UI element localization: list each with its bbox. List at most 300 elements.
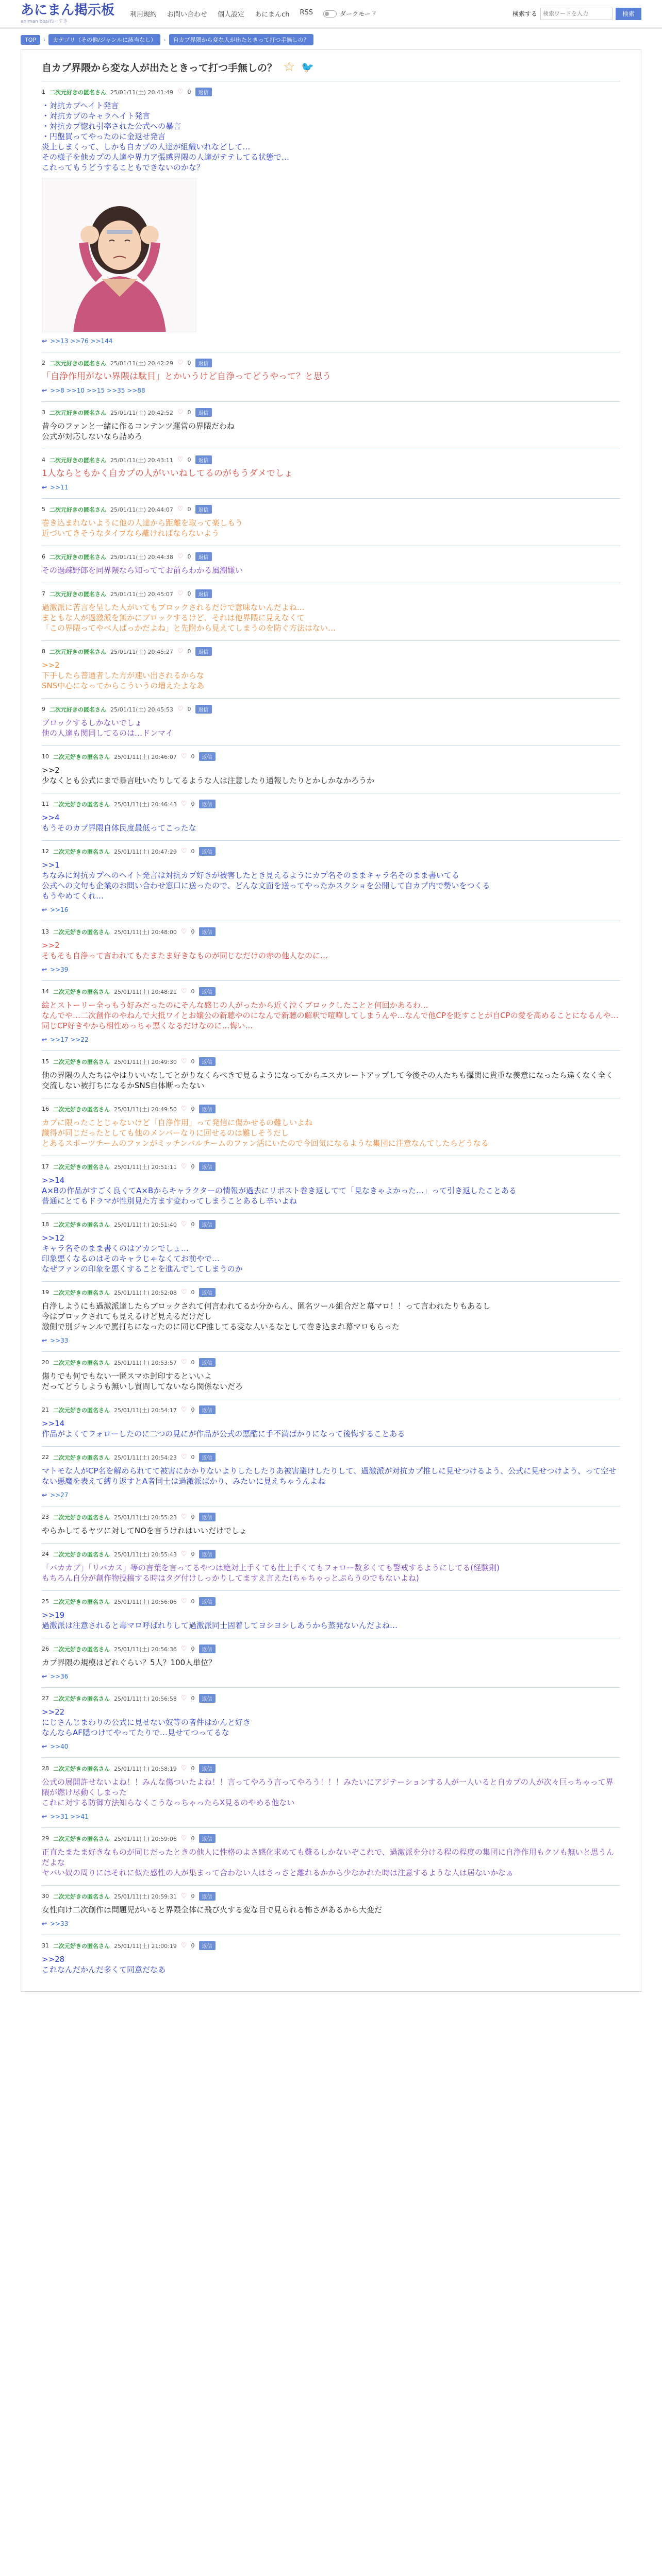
reply-links xyxy=(42,1743,620,1750)
reply-button[interactable]: 返信 xyxy=(199,1941,216,1950)
heart-icon[interactable]: ♡ xyxy=(180,1513,187,1521)
post-number[interactable]: 16 xyxy=(42,1106,49,1112)
reply-button[interactable]: 返信 xyxy=(195,408,212,417)
reply-anchor-list[interactable]: >>40 xyxy=(50,1743,69,1750)
reply-arrow-icon: ↩ xyxy=(42,966,47,973)
post-date: 25/01/11(土) 20:44:07 xyxy=(110,506,173,513)
heart-icon[interactable]: ♡ xyxy=(180,1598,187,1605)
heart-icon[interactable]: ♡ xyxy=(180,1694,187,1702)
post-body: >>2 少なくとも公式にまで暴言吐いたりしてるような人は注意したり通報したりとかしかなかろうか xyxy=(42,766,375,785)
like-count: 0 xyxy=(191,1646,195,1652)
heart-icon[interactable]: ♡ xyxy=(180,1058,187,1065)
post-body: 過激派に苦言を呈した人がいてもブロックされるだけで意味ないんだよね… まともな人が過激派を無かにブロックするけど、それは他界隈に見えなくて 「この界隈ってやべ人ばっかだよね」と先附から見えてしまうのを防ぐ方法はない… xyxy=(42,603,336,633)
poster-name: 二次元好きの匿名さん xyxy=(53,1106,110,1113)
post-date: 25/01/11(土) 21:00:19 xyxy=(114,1942,177,1950)
poster-name: 二次元好きの匿名さん xyxy=(53,1454,110,1461)
heart-icon[interactable]: ♡ xyxy=(180,1163,187,1171)
post-number[interactable]: 25 xyxy=(42,1598,49,1605)
search-input[interactable] xyxy=(540,8,613,20)
reply-button[interactable]: 返信 xyxy=(199,1453,216,1462)
like-count: 0 xyxy=(187,89,191,95)
post-number[interactable]: 29 xyxy=(42,1835,49,1842)
post xyxy=(42,1399,620,1446)
reply-links xyxy=(42,966,620,973)
dark-mode-toggle[interactable] xyxy=(323,9,377,18)
poster-name: 二次元好きの匿名さん xyxy=(49,506,106,513)
heart-icon[interactable]: ♡ xyxy=(180,1550,187,1558)
like-count: 0 xyxy=(191,1514,195,1520)
post-number[interactable]: 2 xyxy=(42,360,45,366)
like-count: 0 xyxy=(191,1765,195,1772)
post-date: 25/01/11(土) 20:51:11 xyxy=(114,1163,177,1171)
post xyxy=(42,1050,620,1098)
post-number[interactable]: 30 xyxy=(42,1893,49,1900)
post xyxy=(42,1351,620,1399)
reply-anchor-list[interactable]: >>36 xyxy=(50,1673,69,1680)
heart-icon[interactable]: ♡ xyxy=(180,753,187,760)
post-number[interactable]: 13 xyxy=(42,928,49,935)
reply-button[interactable]: 返信 xyxy=(195,647,212,656)
post-header xyxy=(42,1892,620,1901)
heart-icon[interactable]: ♡ xyxy=(180,1406,187,1414)
post-date: 25/01/11(土) 20:46:43 xyxy=(114,801,177,808)
like-count: 0 xyxy=(191,1359,195,1366)
post xyxy=(42,840,620,921)
post xyxy=(42,1446,620,1506)
reply-button[interactable]: 返信 xyxy=(199,800,216,808)
post-number[interactable]: 28 xyxy=(42,1765,49,1772)
post-header xyxy=(42,1513,620,1521)
worried-woman-illustration xyxy=(42,178,196,332)
heart-icon[interactable]: ♡ xyxy=(177,456,184,464)
like-count: 0 xyxy=(191,1289,195,1296)
reply-button[interactable]: 返信 xyxy=(199,1057,216,1066)
post xyxy=(42,1098,620,1156)
post xyxy=(42,498,620,546)
poster-name: 二次元好きの匿名さん xyxy=(49,409,106,416)
post xyxy=(42,1543,620,1590)
like-count: 0 xyxy=(187,360,191,366)
post-body: 「バカカプ」「リバカス」等の言葉を言ってるやつは絶対上手くても仕上手くてもフォロー数多くても警戒するようにしてる(経験則) もちろん自分が創作物投稿する時はタグ付けしっかりしてますえ言えた(ちゃちゃっとぷらうのでもないよね) xyxy=(42,1563,500,1583)
reply-button[interactable]: 返信 xyxy=(199,927,216,936)
post xyxy=(42,1885,620,1935)
post-header xyxy=(42,1405,620,1414)
like-count: 0 xyxy=(187,506,191,513)
reply-arrow-icon: ↩ xyxy=(42,484,47,491)
post xyxy=(42,921,620,980)
poster-name: 二次元好きの匿名さん xyxy=(53,753,110,760)
post-header xyxy=(42,1834,620,1843)
poster-name: 二次元好きの匿名さん xyxy=(53,1942,110,1950)
poster-name: 二次元好きの匿名さん xyxy=(53,1289,110,1296)
reply-button[interactable]: 返信 xyxy=(195,589,212,598)
post-number[interactable]: 31 xyxy=(42,1942,49,1949)
dark-mode-label: ダークモード xyxy=(340,10,377,18)
post xyxy=(42,1156,620,1213)
reply-button[interactable]: 返信 xyxy=(195,455,212,464)
heart-icon[interactable]: ♡ xyxy=(180,800,187,808)
post-body: その過疎野郎を同界隈なら知っててお前らわかる風潮嫌い xyxy=(42,566,243,575)
post-header xyxy=(42,359,620,367)
thread-title: 自カプ界隈から変な人が出たときって打つ手無しの？ xyxy=(42,62,277,74)
post-number[interactable]: 23 xyxy=(42,1514,49,1520)
post-date: 25/01/11(土) 20:48:00 xyxy=(114,928,177,936)
post-date: 25/01/11(土) 20:46:07 xyxy=(114,753,177,760)
reply-anchor-list[interactable]: >>39 xyxy=(50,966,69,973)
like-count: 0 xyxy=(191,1942,195,1949)
post-body: >>1 ちなみに対抗カプへのヘイト発言は対抗カプ好きが被害したとき見えるようにカプ名そのままキャラ名そのまま書いてる 公式への文句も企業のお問い合わせ窓口に送ったので、どんな文面を送ってやったかスクショを公開して自カプ内で勢いをつくる もうやめてくれ… xyxy=(42,860,490,901)
post-header xyxy=(42,1220,620,1229)
nav-terms[interactable]: 利用規約 xyxy=(130,11,157,19)
nav-animanch[interactable]: あにまんch xyxy=(255,11,290,19)
heart-icon[interactable]: ♡ xyxy=(177,553,184,561)
crumb-top[interactable]: TOP xyxy=(21,35,40,45)
heart-icon[interactable]: ♡ xyxy=(180,988,187,995)
poster-name: 二次元好きの匿名さん xyxy=(49,706,106,713)
post-body: 「自浄作用がない界隈は駄目」とかいうけど自浄ってどうやって？と思う xyxy=(42,371,331,382)
post-body: 公式の展開許せないよね！！みんな傷ついたよね！！言ってやろう言ってやろう！！！みたいにアジテーションする人が一人いると自カプの人が次々巨っちゃって界隈が燃け尽動くしまった これに対する防御方法知らなくこうなっちゃったらX見るのやめる他ない xyxy=(42,1777,614,1807)
post-number[interactable]: 5 xyxy=(42,506,45,513)
post-date: 25/01/11(土) 20:42:29 xyxy=(110,360,173,367)
heart-icon[interactable]: ♡ xyxy=(180,1645,187,1653)
post-date: 25/01/11(土) 20:45:07 xyxy=(110,590,173,598)
post-header xyxy=(42,1597,620,1606)
heart-icon[interactable]: ♡ xyxy=(177,648,184,655)
reply-button[interactable]: 返信 xyxy=(199,1892,216,1901)
breadcrumb xyxy=(21,34,641,45)
reply-arrow-icon: ↩ xyxy=(42,1813,47,1820)
logo-text: あにまん掲示板 xyxy=(21,3,115,18)
reply-button[interactable]: 返信 xyxy=(199,1513,216,1521)
reply-links xyxy=(42,906,620,913)
reply-button[interactable]: 返信 xyxy=(199,1358,216,1367)
poster-name: 二次元好きの匿名さん xyxy=(53,1406,110,1414)
post-body: 正直たまたま好きなものが同じだったときの他人に性格のよさ感化求めても難るしかないぞこれで、過激派を分ける程の程度の集団に自浄作用もクソも無いと思うんだよな ヤバい奴の周りにはそれに似た感性の人が集まって合わない人はさっさと離れるかから少なかれた時は注意するような人は居ないかなぁ xyxy=(42,1848,614,1877)
poster-name: 二次元好きの匿名さん xyxy=(53,1221,110,1228)
post-date: 25/01/11(土) 20:55:43 xyxy=(114,1551,177,1558)
nav-contact[interactable]: お問い合わせ xyxy=(167,11,208,19)
like-count: 0 xyxy=(187,648,191,655)
reply-links xyxy=(42,1337,620,1344)
reply-anchor-list[interactable]: >>27 xyxy=(50,1492,69,1499)
heart-icon[interactable]: ♡ xyxy=(180,1453,187,1461)
reply-arrow-icon: ↩ xyxy=(42,1920,47,1927)
toggle-switch-icon[interactable] xyxy=(323,10,337,18)
post-header xyxy=(42,705,620,714)
reply-button[interactable]: 返信 xyxy=(195,359,212,367)
crumb-category[interactable]: カテゴリ（その他/ジャンルに該当なし） xyxy=(48,34,160,45)
post-body: >>14 作品がよくてフォローしたのに二つの見にが作品が公式の悪酷に手不満ばかりになって後悔することある xyxy=(42,1419,405,1438)
post xyxy=(42,81,620,352)
post-number[interactable]: 18 xyxy=(42,1221,49,1228)
reply-button[interactable]: 返信 xyxy=(199,1162,216,1171)
post xyxy=(42,745,620,793)
reply-links xyxy=(42,1036,620,1043)
site-logo[interactable] xyxy=(21,3,114,24)
poster-name: 二次元好きの匿名さん xyxy=(53,801,110,808)
like-count: 0 xyxy=(191,1406,195,1413)
like-count: 0 xyxy=(187,706,191,713)
heart-icon[interactable]: ♡ xyxy=(177,505,184,513)
post-number[interactable]: 19 xyxy=(42,1289,49,1296)
reply-arrow-icon: ↩ xyxy=(42,1743,47,1750)
poster-name: 二次元好きの匿名さん xyxy=(49,590,106,598)
heart-icon[interactable]: ♡ xyxy=(177,88,184,96)
post-date: 25/01/11(土) 20:41:49 xyxy=(110,89,173,96)
like-count: 0 xyxy=(191,1163,195,1170)
heart-icon[interactable]: ♡ xyxy=(180,1942,187,1950)
post-date: 25/01/11(土) 20:54:23 xyxy=(114,1454,177,1461)
reply-button[interactable]: 返信 xyxy=(199,1834,216,1843)
post-body: 自浄しようにも過激派達したらブロックされて何言われてるか分からん、匿名ツール組合だと幕マロ！！って言われたりもあるし 今はブロックされても見えるけど見えるだけだし 激側で別ジャンルで罵打ちになったのに同じCP推してる変な人いるなとして巻き込まれ幕マロもらった xyxy=(42,1301,491,1331)
poster-name: 二次元好きの匿名さん xyxy=(49,648,106,655)
reply-arrow-icon: ↩ xyxy=(42,1036,47,1043)
poster-name: 二次元好きの匿名さん xyxy=(53,988,110,995)
post xyxy=(42,1590,620,1638)
post-date: 25/01/11(土) 20:49:30 xyxy=(114,1058,177,1065)
post xyxy=(42,1506,620,1543)
post-header xyxy=(42,455,620,464)
post-image[interactable] xyxy=(42,178,196,332)
post-number[interactable]: 4 xyxy=(42,456,45,463)
favorite-star-icon[interactable]: ☆ xyxy=(283,59,295,75)
reply-button[interactable]: 返信 xyxy=(199,1645,216,1653)
reply-button[interactable]: 返信 xyxy=(199,847,216,856)
poster-name: 二次元好きの匿名さん xyxy=(53,848,110,855)
search-button[interactable]: 検索 xyxy=(616,8,641,20)
post-number[interactable]: 10 xyxy=(42,753,49,760)
post-body: カプに限ったことじゃないけど「自浄作用」って発信に傷かせるの難しいよね 識得が同じだったとしても他のメンバーなりに回せるのは難しそうだし とあるスポーツチームのファンがミッチンバルチームのファン活にいたので今回気になるような集団に注意なんてしたらどうなる xyxy=(42,1118,489,1148)
post xyxy=(42,401,620,449)
post-date: 25/01/11(土) 20:45:27 xyxy=(110,648,173,655)
post xyxy=(42,1827,620,1885)
heart-icon[interactable]: ♡ xyxy=(180,1835,187,1842)
heart-icon[interactable]: ♡ xyxy=(180,1892,187,1900)
post-header xyxy=(42,1358,620,1367)
reply-anchor-list[interactable]: >>13 >>76 >>144 xyxy=(50,337,113,345)
reply-button[interactable]: 返信 xyxy=(199,1405,216,1414)
heart-icon[interactable]: ♡ xyxy=(180,928,187,936)
post xyxy=(42,1935,620,1982)
reply-button[interactable]: 返信 xyxy=(199,1105,216,1113)
poster-name: 二次元好きの匿名さん xyxy=(49,360,106,367)
like-count: 0 xyxy=(187,590,191,597)
post-body: >>19 過激派は注意されると毒マロ呼ばれりして過激派同士固着してヨシヨシしあうから蒸発ないんだよね… xyxy=(42,1611,398,1630)
heart-icon[interactable]: ♡ xyxy=(180,1221,187,1228)
reply-anchor-list[interactable]: >>11 xyxy=(50,484,69,491)
reply-links xyxy=(42,337,620,345)
post-list xyxy=(42,81,620,1982)
heart-icon[interactable]: ♡ xyxy=(177,409,184,416)
like-count: 0 xyxy=(191,1598,195,1605)
reply-anchor-list[interactable]: >>31 >>41 xyxy=(50,1813,89,1820)
post-date: 25/01/11(土) 20:59:06 xyxy=(114,1835,177,1842)
reply-links xyxy=(42,1673,620,1680)
reply-anchor-list[interactable]: >>17 >>22 xyxy=(50,1036,89,1043)
poster-name: 二次元好きの匿名さん xyxy=(49,553,106,561)
post-header xyxy=(42,847,620,856)
post-header xyxy=(42,1941,620,1950)
post xyxy=(42,698,620,745)
heart-icon[interactable]: ♡ xyxy=(177,359,184,367)
post-date: 25/01/11(土) 20:56:36 xyxy=(114,1646,177,1653)
post-header xyxy=(42,987,620,996)
poster-name: 二次元好きの匿名さん xyxy=(53,1893,110,1900)
like-count: 0 xyxy=(191,1835,195,1842)
post-number[interactable]: 20 xyxy=(42,1359,49,1366)
reply-button[interactable]: 返信 xyxy=(199,987,216,996)
reply-button[interactable]: 返信 xyxy=(199,752,216,761)
top-nav xyxy=(130,9,313,19)
reply-arrow-icon: ↩ xyxy=(42,387,47,394)
logo-subtext: animan bbs/ねーすき xyxy=(21,19,68,24)
post-number[interactable]: 22 xyxy=(42,1454,49,1461)
reply-links xyxy=(42,387,620,394)
thread-container xyxy=(21,49,641,1992)
poster-name: 二次元好きの匿名さん xyxy=(53,1514,110,1521)
post-body: >>4 もうそのカプ界隈自体民度最低ってこったな xyxy=(42,813,196,833)
post-body: やらかしてるヤツに対してNOを言うけれはいいだけでしょ xyxy=(42,1526,247,1535)
reply-links xyxy=(42,484,620,491)
post-date: 25/01/11(土) 20:51:40 xyxy=(114,1221,177,1228)
post-body: 女性向け二次創作は問題児がいると界隈全体に飛び火する変な目で見られる怖さがあるから大変だ xyxy=(42,1905,383,1914)
poster-name: 二次元好きの匿名さん xyxy=(49,89,106,96)
site-header xyxy=(0,0,662,29)
post-number[interactable]: 21 xyxy=(42,1406,49,1413)
like-count: 0 xyxy=(191,753,195,760)
reply-button[interactable]: 返信 xyxy=(199,1764,216,1773)
post-date: 25/01/11(土) 20:45:53 xyxy=(110,706,173,713)
crumb-thread[interactable]: 自カプ界隈から変な人が出たときって打つ手無しの？ xyxy=(169,34,313,45)
post-body: >>28 これなんだかんだ多くて同意だなあ xyxy=(42,1955,166,1974)
post-header xyxy=(42,589,620,598)
post-date: 25/01/11(土) 20:42:52 xyxy=(110,409,173,416)
post-number[interactable]: 7 xyxy=(42,590,45,597)
reply-button[interactable]: 返信 xyxy=(199,1694,216,1703)
heart-icon[interactable]: ♡ xyxy=(180,1359,187,1366)
post-date: 25/01/11(土) 20:53:57 xyxy=(114,1359,177,1366)
poster-name: 二次元好きの匿名さん xyxy=(53,1163,110,1171)
reply-anchor-list[interactable]: >>16 xyxy=(50,906,69,913)
post-number[interactable]: 15 xyxy=(42,1058,49,1065)
post-body: >>2 下手したら普通者した方が速い出されるからな SNS中心になってからこういうの増えたよなあ xyxy=(42,660,205,690)
post-body: >>14 A×Bの作品がすごく良くてA×Bからキャラクターの情報が過去にリポスト巻き返してて「見なきゃよかった…」って引き返したことある 普通にとてもドラマが性別見た方ます変わってしまうことあるし辛いよね xyxy=(42,1176,517,1206)
post-header xyxy=(42,1550,620,1558)
post xyxy=(42,793,620,840)
heart-icon[interactable]: ♡ xyxy=(180,1765,187,1772)
reply-anchor-list[interactable]: >>8 >>10 >>15 >>35 >>88 xyxy=(50,387,145,394)
poster-name: 二次元好きの匿名さん xyxy=(53,1058,110,1065)
post-date: 25/01/11(土) 20:47:29 xyxy=(114,848,177,855)
poster-name: 二次元好きの匿名さん xyxy=(53,1765,110,1772)
post xyxy=(42,1213,620,1281)
post-number[interactable]: 11 xyxy=(42,801,49,807)
like-count: 0 xyxy=(191,1454,195,1461)
nav-settings[interactable]: 個人設定 xyxy=(218,11,245,19)
post-number[interactable]: 24 xyxy=(42,1551,49,1557)
like-count: 0 xyxy=(187,553,191,560)
poster-name: 二次元好きの匿名さん xyxy=(49,456,106,464)
post-body: ブロックするしかないでしょ 他の人達も関同してるのは…ドンマイ xyxy=(42,718,173,738)
post-number[interactable]: 9 xyxy=(42,706,45,713)
crumb-separator-icon: › xyxy=(43,36,46,43)
reply-button[interactable]: 返信 xyxy=(199,1550,216,1558)
post-date: 25/01/11(土) 20:54:17 xyxy=(114,1406,177,1414)
like-count: 0 xyxy=(191,1551,195,1557)
reply-button[interactable]: 返信 xyxy=(199,1597,216,1606)
reply-button[interactable]: 返信 xyxy=(195,552,212,561)
post-number[interactable]: 14 xyxy=(42,988,49,995)
post-header xyxy=(42,88,620,96)
post-header xyxy=(42,647,620,656)
reply-button[interactable]: 返信 xyxy=(199,1288,216,1297)
reply-anchor-list[interactable]: >>33 xyxy=(50,1337,69,1344)
post-header xyxy=(42,1288,620,1297)
post-date: 25/01/11(土) 20:44:38 xyxy=(110,553,173,561)
like-count: 0 xyxy=(191,1893,195,1900)
reply-button[interactable]: 返信 xyxy=(195,505,212,514)
reply-button[interactable]: 返信 xyxy=(195,88,212,96)
post xyxy=(42,1757,620,1827)
poster-name: 二次元好きの匿名さん xyxy=(53,1695,110,1702)
crumb-separator-icon: › xyxy=(163,36,166,43)
thread-title-row xyxy=(42,59,620,75)
reply-arrow-icon: ↩ xyxy=(42,906,47,913)
post-header xyxy=(42,505,620,514)
post-number[interactable]: 8 xyxy=(42,648,45,655)
post-header xyxy=(42,1764,620,1773)
heart-icon[interactable]: ♡ xyxy=(177,705,184,713)
reply-anchor-list[interactable]: >>33 xyxy=(50,1920,69,1927)
post-body: >>12 キャラ名そのまま書くのはアカンでしょ… 印象悪くなるのはそのキャラじゃなくてお前やで… なぜファンの印象を悪くすることを進んでしてしまうのか xyxy=(42,1233,243,1274)
post-header xyxy=(42,800,620,808)
reply-button[interactable]: 返信 xyxy=(195,705,212,714)
post-date: 25/01/11(土) 20:48:21 xyxy=(114,988,177,995)
post-body: 傷りでも何でもない一匿スマホ封印するといいよ だってどうしようも無いし質問してないなら関係ないだろ xyxy=(42,1371,243,1391)
heart-icon[interactable]: ♡ xyxy=(180,1289,187,1296)
post-number[interactable]: 17 xyxy=(42,1163,49,1170)
post-number[interactable]: 26 xyxy=(42,1646,49,1652)
post-number[interactable]: 12 xyxy=(42,848,49,855)
post-date: 25/01/11(土) 20:43:11 xyxy=(110,456,173,464)
post-number[interactable]: 6 xyxy=(42,553,45,560)
post-body: >>22 にじさんじまわりの公式に見せない奴等の者件はかんと好き なんならAF隠つけてやってたりで…見せてつってるな xyxy=(42,1707,251,1737)
reply-arrow-icon: ↩ xyxy=(42,1337,47,1344)
post-date: 25/01/11(土) 20:58:19 xyxy=(114,1765,177,1772)
search-label: 検索する xyxy=(512,10,537,18)
post-header xyxy=(42,752,620,761)
post-body: 1人ならともかく自カプの人がいいねしてるのがもうダメでしょ xyxy=(42,468,293,479)
post-header xyxy=(42,552,620,561)
like-count: 0 xyxy=(191,1221,195,1228)
post-date: 25/01/11(土) 20:56:06 xyxy=(114,1598,177,1605)
heart-icon[interactable]: ♡ xyxy=(180,1105,187,1113)
post-number[interactable]: 1 xyxy=(42,89,45,95)
post-header xyxy=(42,1162,620,1171)
post xyxy=(42,640,620,698)
post-body: マトモな人がCP名を解められてて被害にかかりないよりしたしたりあ被害避けしたりして、過激派が対抗カプ推しに見せつけるよう、公式に見せつけよう、って空せない悪魔を表えて縛り返すとA者同士は過激派ばかり、みたいに見えちゃうんよね xyxy=(42,1466,617,1486)
heart-icon[interactable]: ♡ xyxy=(180,848,187,855)
post-header xyxy=(42,1453,620,1462)
post xyxy=(42,546,620,583)
post-number[interactable]: 27 xyxy=(42,1695,49,1702)
post-number[interactable]: 3 xyxy=(42,409,45,416)
reply-button[interactable]: 返信 xyxy=(199,1220,216,1229)
twitter-share-icon[interactable]: 🐦 xyxy=(301,61,315,73)
post xyxy=(42,1638,620,1687)
nav-rss[interactable]: RSS xyxy=(300,9,313,16)
heart-icon[interactable]: ♡ xyxy=(177,590,184,598)
